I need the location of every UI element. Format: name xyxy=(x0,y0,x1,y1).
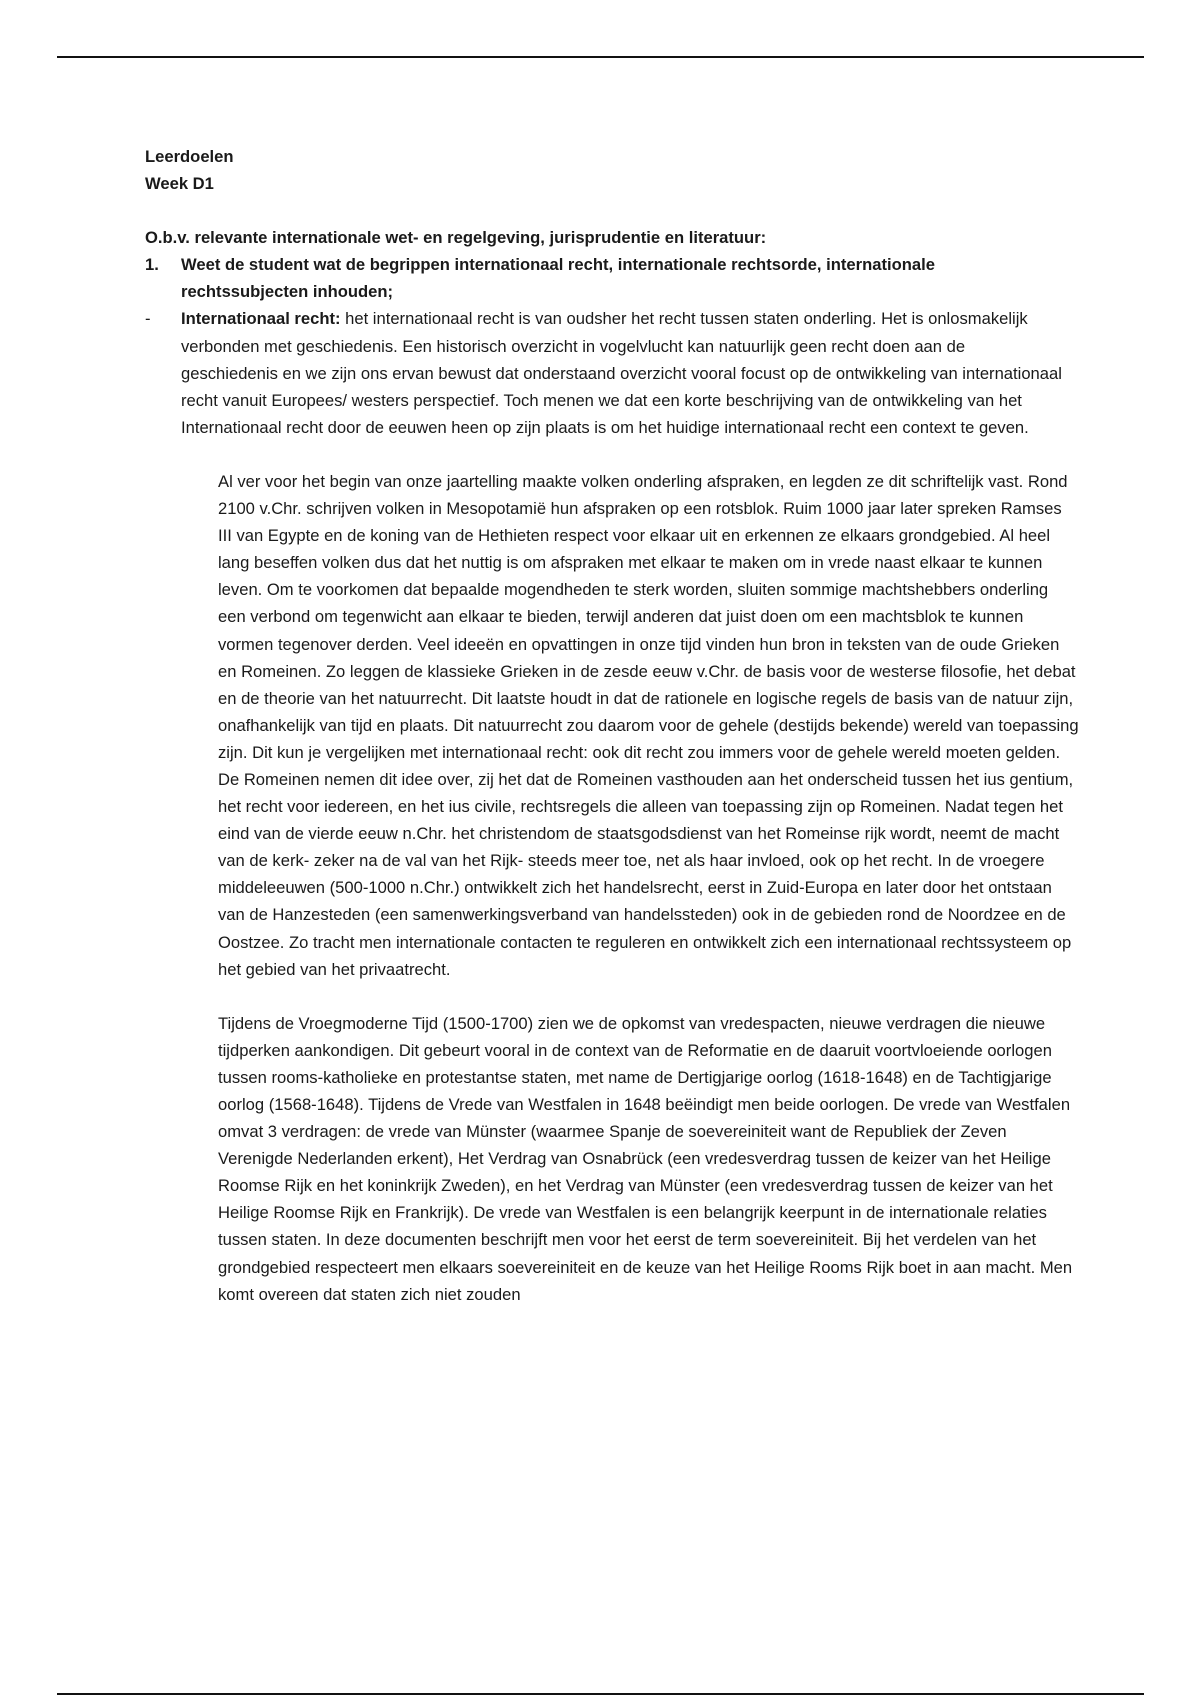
learning-goal-item xyxy=(145,251,1065,305)
history-paragraph-1: Al ver voor het begin van onze jaartelling maakte volken onderling afspraken, en legden ze dit schriftelijk vast. Rond 2100 v.Chr. schrijven volken in Mesopotamië hun afspraken op een rotsblok. Ruim 1000 jaar later spreken Ramses III van Egypte en de koning van de Hethieten respect voor elkaar uit en erkennen ze elkaars grondgebied. Al heel lang beseffen volken dus dat het nuttig is om afspraken met elkaar te maken om in vrede naast elkaar te kunnen leven. Om te voorkomen dat bepaalde mogendheden te sterk worden, sluiten sommige machtshebbers onderling een verbond om tegenwicht aan elkaar te bieden, terwijl anderen dat juist doen om een machtsblok te kunnen vormen tegenover derden. Veel ideeën en opvattingen in onze tijd vinden hun bron in teksten van de oude Grieken en Romeinen. Zo leggen de klassieke Grieken in de zesde eeuw v.Chr. de basis voor de westerse filosofie, het debat en de theorie van het natuurrecht. Dit laatste houdt in dat de rationele en logische regels de basis van de natuur zijn, onafhankelijk van tijd en plaats. Dit natuurrecht zou daarom voor de gehele (destijds bekende) wereld van toepassing zijn. Dit kun je vergelijken met internationaal recht: ook dit recht zou immers voor de gehele wereld moeten gelden. De Romeinen nemen dit idee over, zij het dat de Romeinen vasthouden aan het onderscheid tussen het ius gentium, het recht voor iedereen, en het ius civile, rechtsregels die alleen van toepassing zijn op Romeinen. Nadat tegen het eind van de vierde eeuw n.Chr. het christendom de staatsgodsdienst van het Romeinse rijk wordt, neemt de macht van de kerk- zeker na de val van het Rijk- steeds meer toe, net als haar invloed, ook op het recht. In de vroegere middeleeuwen (500-1000 n.Chr.) ontwikkelt zich het handelsrecht, eerst in Zuid-Europa en later door het ontstaan van de Hanzesteden (een samenwerkingsverband van handelssteden) ook in de gebieden rond de Noordzee en de Oostzee. Zo tracht men internationale contacten te reguleren en ontwikkelt zich een internationaal rechtssysteem op het gebied van het privaatrecht. xyxy=(218,471,1079,979)
page-bottom-rule xyxy=(57,1693,1144,1695)
document-body xyxy=(145,143,1079,1308)
spacer xyxy=(145,197,1065,224)
definition-body xyxy=(181,305,1065,440)
list-bullet: - xyxy=(145,309,151,329)
list-number: 1. xyxy=(145,255,159,275)
page-top-rule xyxy=(57,56,1144,58)
spacer xyxy=(145,983,1065,1010)
document-heading-week: Week D1 xyxy=(145,174,214,194)
definition-term: Internationaal recht: xyxy=(181,309,341,329)
definition-text: het internationaal recht is van oudsher het recht tussen staten onderling. Het is onlosmakelijk verbonden met geschiedenis. Een historisch overzicht in vogelvlucht kan natuurlijk geen recht doen aan de geschiedenis en we zijn ons ervan bewust dat onderstaand overzicht vooral focust op de ontwikkeling van internationaal recht vanuit Europees/ westers perspectief. Toch menen we dat een korte beschrijving van de ontwikkeling van het Internationaal recht door de eeuwen heen op zijn plaats is om het huidige internationaal recht een context te geven. xyxy=(181,309,1062,437)
history-paragraph-2: Tijdens de Vroegmoderne Tijd (1500-1700) zien we de opkomst van vredespacten, nieuwe verdragen die nieuwe tijdperken aankondigen. Dit gebeurt vooral in de context van de Reformatie en de daaruit voortvloeiende oorlogen tussen rooms-katholieke en protestantse staten, met name de Dertigjarige oorlog (1618-1648) en de Tachtigjarige oorlog (1568-1648). Tijdens de Vrede van Westfalen in 1648 beëindigt men beide oorlogen. De vrede van Westfalen omvat 3 verdragen: de vrede van Münster (waarmee Spanje de soevereiniteit want de Republiek der Zeven Verenigde Nederlanden erkent), Het Verdrag van Osnabrück (een vredesverdrag tussen de keizer van het Heilige Roomse Rijk en het koninkrijk Zweden), en het Verdrag van Münster (een vredesverdrag tussen de keizer van het Heilige Roomse Rijk en Frankrijk). De vrede van Westfalen is een belangrijk keerpunt in de internationale relaties tussen staten. In deze documenten beschrijft men voor het eerst de term soevereiniteit. Bij het verdelen van het grondgebied respecteert men elkaars soevereiniteit en de keuze van het Heilige Rooms Rijk boet in aan macht. Men komt overeen dat staten zich niet zouden xyxy=(218,1013,1073,1304)
document-heading-leerdoelen: Leerdoelen xyxy=(145,147,234,166)
intro-line: O.b.v. relevante internationale wet- en regelgeving, jurisprudentie en literatuur: xyxy=(145,228,767,248)
definition-item xyxy=(145,305,1065,440)
learning-goal-text: Weet de student wat de begrippen internationaal recht, internationale rechtsorde, internationale rechtssubjecten inhouden; xyxy=(181,255,935,302)
spacer xyxy=(145,441,1065,468)
